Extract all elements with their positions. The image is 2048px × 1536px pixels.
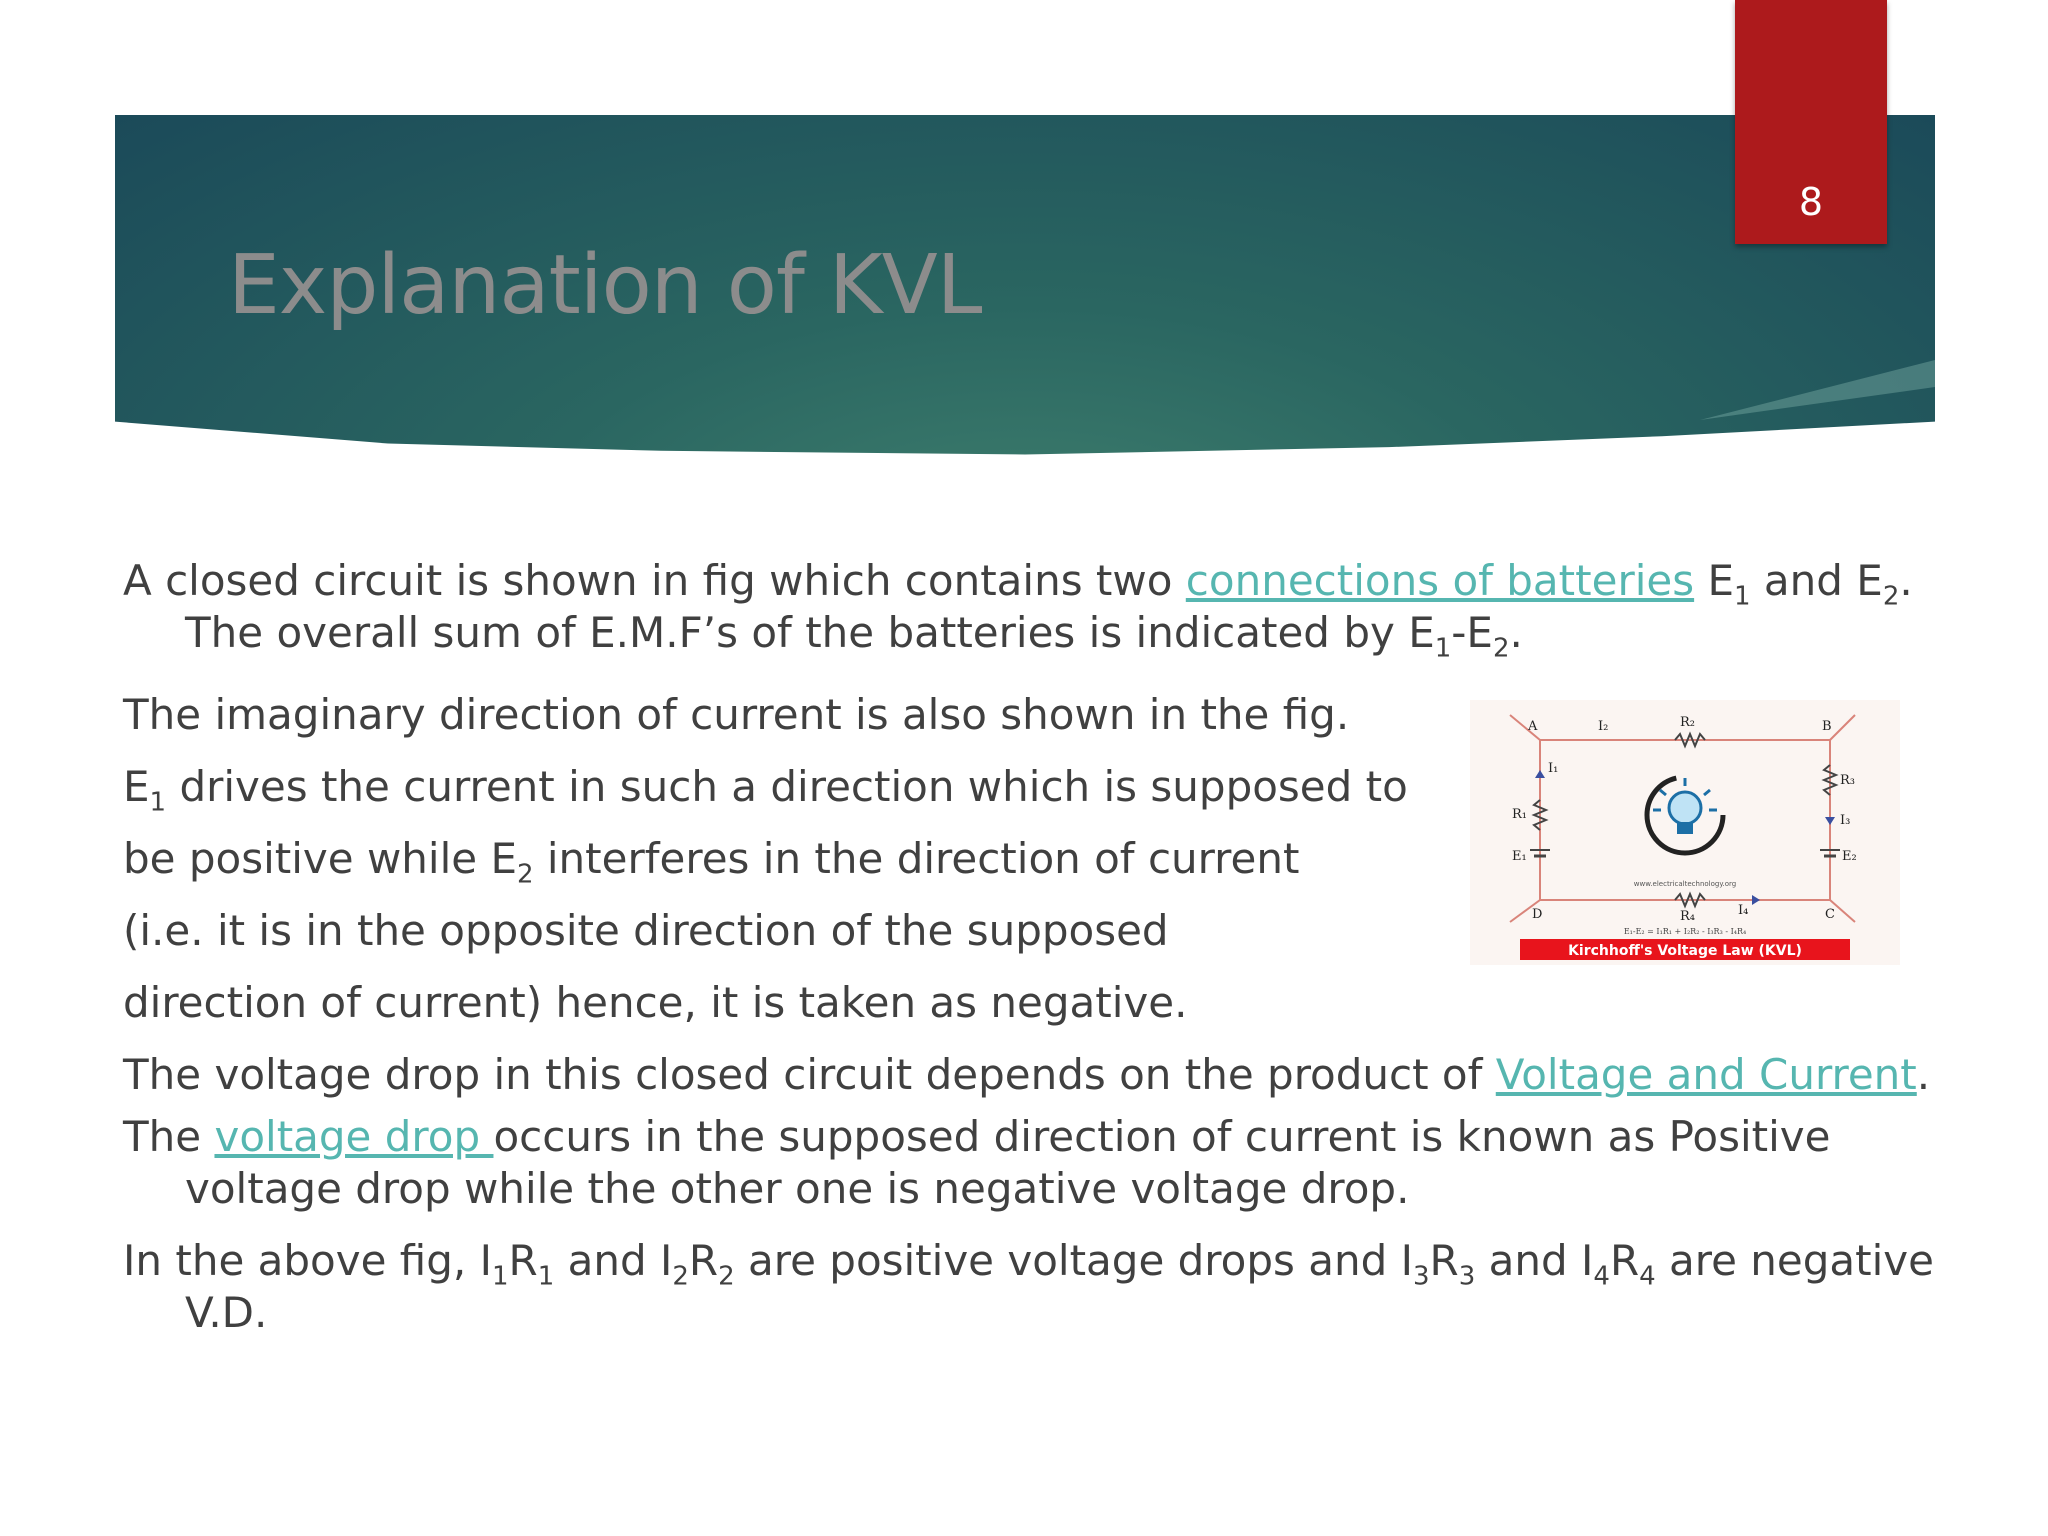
slide-number-tag xyxy=(1735,0,1887,244)
text: are positive voltage drops and I xyxy=(734,1236,1413,1285)
kvl-circuit-figure xyxy=(1470,700,1900,965)
text: R xyxy=(508,1236,538,1285)
figure-caption: Kirchhoff's Voltage Law (KVL) xyxy=(1568,943,1802,959)
subscript: 2 xyxy=(516,859,534,890)
subscript: 1 xyxy=(537,1261,555,1292)
label-r1: R₁ xyxy=(1512,807,1527,822)
text: A closed circuit is shown in fig which contains two xyxy=(123,556,1186,605)
link-voltage-drop[interactable]: voltage drop xyxy=(214,1112,494,1161)
slide-number: 8 xyxy=(1798,180,1824,224)
label-r3: R₃ xyxy=(1840,773,1855,788)
text: . The overall sum of E.M.F’s of the batteries is indicated by E xyxy=(185,556,1913,657)
subscript: 1 xyxy=(149,787,167,818)
label-i2: I₂ xyxy=(1598,719,1609,734)
subscript: 1 xyxy=(1434,633,1452,664)
text: occurs in the supposed direction of current is known as Positive voltage drop while the other one is negative voltage drop. xyxy=(185,1112,1831,1213)
label-r2: R₂ xyxy=(1680,715,1695,730)
subscript: 2 xyxy=(672,1261,689,1292)
subscript: 1 xyxy=(1734,581,1751,612)
text: and I xyxy=(1475,1236,1594,1285)
line-voltage-drop-product xyxy=(123,1039,1943,1111)
text: The voltage drop in this closed circuit depends on the product of xyxy=(123,1050,1496,1099)
subscript: 2 xyxy=(1882,581,1900,612)
paragraph-above-fig xyxy=(123,1235,1943,1339)
text: The xyxy=(123,1112,215,1161)
line-opposite-direction: (i.e. it is in the opposite direction of the supposed xyxy=(123,906,1169,955)
label-i1: I₁ xyxy=(1548,761,1559,776)
slide-title: Explanation of KVL xyxy=(228,238,982,333)
kvl-circuit-diagram xyxy=(1470,700,1900,965)
subscript: 1 xyxy=(491,1261,509,1292)
text: and E xyxy=(1750,556,1883,605)
figure-watermark: www.electricaltechnology.org xyxy=(1633,880,1737,888)
line-taken-negative: direction of current) hence, it is taken as negative. xyxy=(123,978,1188,1027)
corner-label-d: D xyxy=(1532,907,1543,922)
paragraph-closed-circuit xyxy=(123,555,1943,664)
text: R xyxy=(688,1236,719,1285)
text: . xyxy=(1916,1050,1931,1099)
subscript: 4 xyxy=(1593,1261,1610,1292)
text: are negative V.D. xyxy=(185,1236,1934,1337)
label-i3: I₃ xyxy=(1840,813,1851,828)
paragraph-positive-voltage-drop xyxy=(123,1111,1943,1215)
corner-label-a: A xyxy=(1528,719,1538,734)
text: In the above fig, I xyxy=(123,1236,492,1285)
text: and I xyxy=(554,1236,673,1285)
text: E xyxy=(1694,556,1734,605)
subscript: 3 xyxy=(1413,1261,1430,1292)
subscript: 4 xyxy=(1639,1261,1656,1292)
corner-label-c: C xyxy=(1825,907,1835,922)
link-connections-of-batteries[interactable]: connections of batteries xyxy=(1185,556,1695,605)
text: R xyxy=(1429,1236,1459,1285)
text: . xyxy=(1509,608,1523,657)
subscript: 2 xyxy=(1492,633,1510,664)
label-r4: R₄ xyxy=(1680,909,1695,924)
text: -E xyxy=(1451,608,1493,657)
corner-label-b: B xyxy=(1822,719,1832,734)
text: R xyxy=(1609,1236,1640,1285)
label-e1: E₁ xyxy=(1512,849,1527,864)
text: drives the current in such a direction which is supposed to xyxy=(166,762,1408,811)
line-imaginary-direction: The imaginary direction of current is also shown in the fig. xyxy=(123,690,1350,739)
subscript: 3 xyxy=(1458,1261,1476,1292)
subscript: 2 xyxy=(718,1261,735,1292)
text: interferes in the direction of current xyxy=(533,834,1300,883)
text: E xyxy=(123,762,150,811)
label-i4: I₄ xyxy=(1738,903,1749,918)
link-voltage-and-current[interactable]: Voltage and Current xyxy=(1495,1050,1917,1099)
text: be positive while E xyxy=(123,834,517,883)
kvl-equation: E₁-E₂ = I₁R₁ + I₂R₂ - I₃R₃ - I₄R₄ xyxy=(1623,927,1747,936)
label-e2: E₂ xyxy=(1842,849,1857,864)
